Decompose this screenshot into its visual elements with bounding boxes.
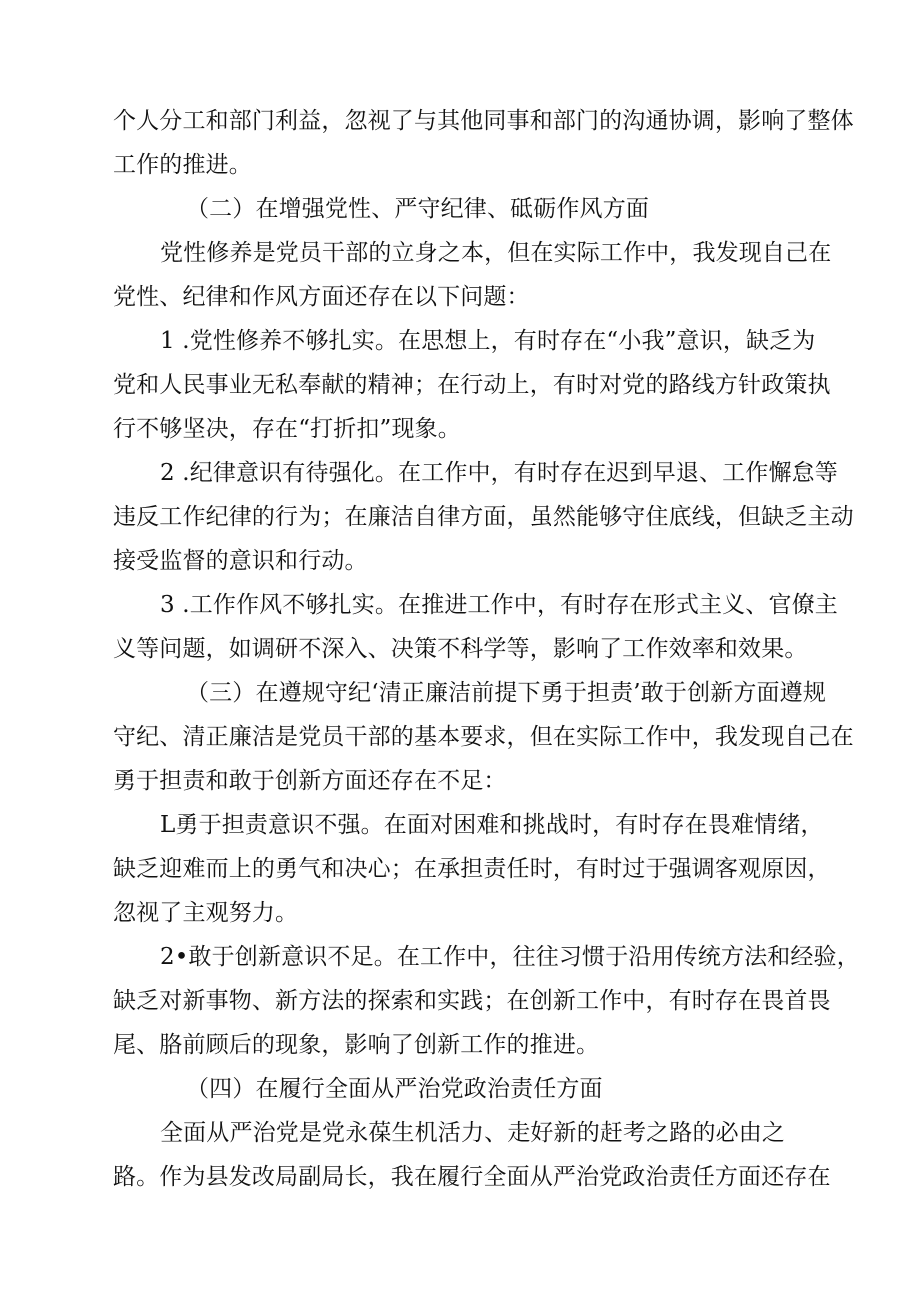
list-item-1-line-2: 党和人民事业无私奉献的精神；在行动上，有时对党的路线方针政策执 xyxy=(113,372,831,398)
section-heading-2: （二）在增强党性、严守纪律、砥砺作风方面 xyxy=(186,196,649,222)
list-item-3-line-2: 义等问题，如调研不深入、决策不科学等，影响了工作效率和效果。 xyxy=(113,636,808,662)
text-line-4: 党性修养是党员干部的立身之本，但在实际工作中，我发现自己在 xyxy=(160,240,832,266)
list-item-2-line-3: 接受监督的意识和行动。 xyxy=(113,548,368,574)
text-line-2: 工作的推进。 xyxy=(113,152,252,178)
text-line-16: 勇于担责和敢于创新方面还存在不足： xyxy=(113,768,507,794)
list-item-4-line-1: L勇于担责意识不强。在面对困难和挑战时，有时存在畏难情绪， xyxy=(160,812,824,838)
list-item-3-line-1: 3 .工作作风不够扎实。在推进工作中，有时存在形式主义、官僚主 xyxy=(160,592,838,618)
list-item-4-line-2: 缺乏迎难而上的勇气和决心；在承担责任时，有时过于强调客观原因， xyxy=(113,856,831,882)
text-line-5: 党性、纪律和作风方面还存在以下问题： xyxy=(113,284,530,310)
text-line-1: 个人分工和部门利益，忽视了与其他同事和部门的沟通协调，影响了整体 xyxy=(113,108,854,134)
text-line-24: 全面从严治党是党永葆生机活力、走好新的赶考之路的必由之 xyxy=(160,1120,786,1146)
list-item-5-line-1: 2•敢于创新意识不足。在工作中，往往习惯于沿用传统方法和经验， xyxy=(160,944,860,970)
list-item-5-line-3: 尾、胳前顾后的现象，影响了创新工作的推进。 xyxy=(113,1032,600,1058)
list-item-4-line-3: 忽视了主观努力。 xyxy=(113,900,299,926)
text-line-15: 守纪、清正廉洁是党员干部的基本要求，但在实际工作中，我发现自己在 xyxy=(113,724,854,750)
list-item-5-line-2: 缺乏对新事物、新方法的探索和实践；在创新工作中，有时存在畏首畏 xyxy=(113,988,831,1014)
list-item-2-line-1: 2 .纪律意识有待强化。在工作中，有时存在迟到早退、工作懈怠等 xyxy=(160,460,838,486)
section-heading-3: （三）在遵规守纪‘清正廉洁前提下勇于担责’敢于创新方面遵规 xyxy=(186,680,826,706)
list-item-2-line-2: 违反工作纪律的行为；在廉洁自律方面，虽然能够守住底线，但缺乏主动 xyxy=(113,504,854,530)
list-item-1-line-1: 1 .党性修养不够扎实。在思想上，有时存在“小我”意识，缺乏为 xyxy=(160,328,816,354)
section-heading-4: （四）在履行全面从严治党政治责任方面 xyxy=(186,1076,603,1102)
list-item-1-line-3: 行不够坚决，存在“打折扣”现象。 xyxy=(113,416,461,442)
text-line-25: 路。作为县发改局副局长，我在履行全面从严治党政治责任方面还存在 xyxy=(113,1164,831,1190)
